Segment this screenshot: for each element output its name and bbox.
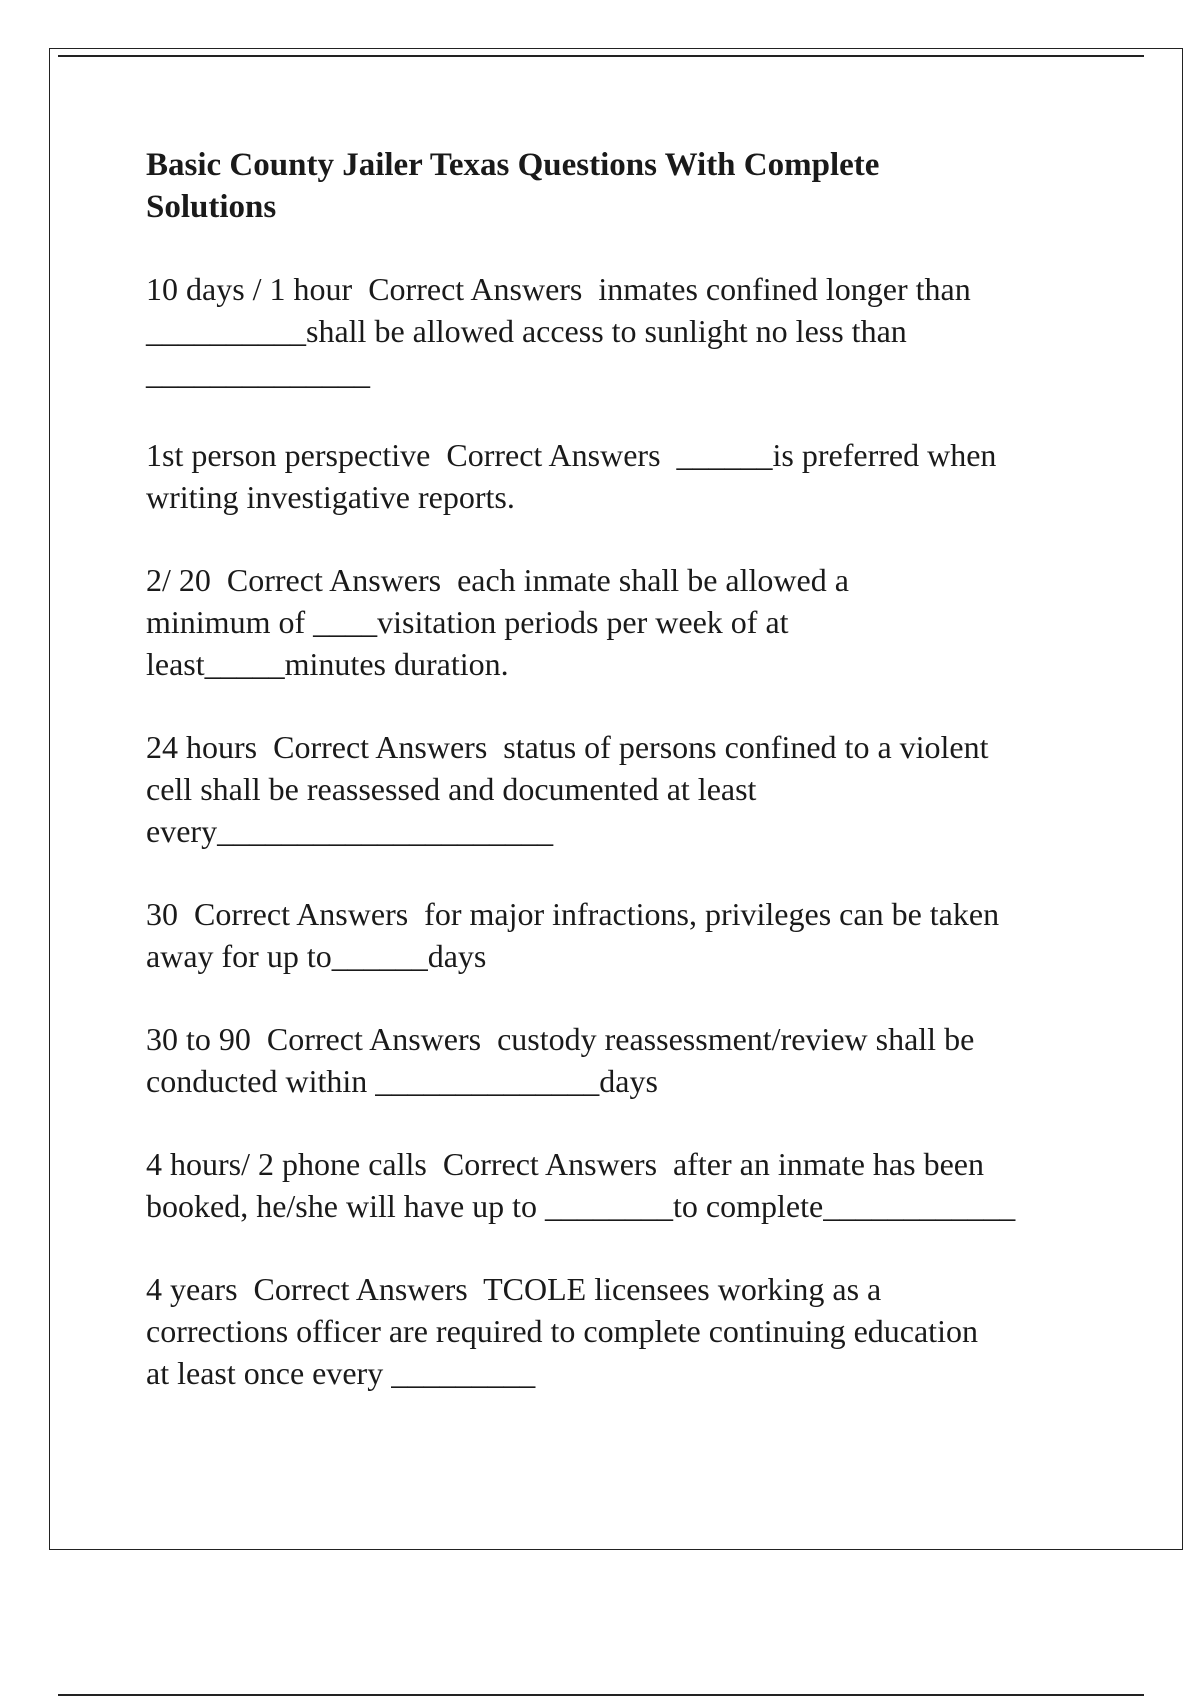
qa-label: Correct Answers xyxy=(253,1271,468,1307)
qa-list xyxy=(146,268,1106,1394)
qa-item xyxy=(146,726,1006,852)
qa-question: each inmate shall be allowed a minimum of ____visitation periods per week of at least_____minutes duration. xyxy=(146,562,849,682)
qa-answer: 30 xyxy=(146,896,178,932)
qa-answer: 10 days / 1 hour xyxy=(146,271,353,307)
qa-question: TCOLE licensees working as a corrections officer are required to complete continuing education at least once every _________ xyxy=(146,1271,978,1391)
qa-item xyxy=(146,1268,1006,1394)
qa-label: Correct Answers xyxy=(226,562,442,598)
document-body xyxy=(146,144,1106,1435)
qa-answer: 1st person perspective xyxy=(146,437,431,473)
qa-item xyxy=(146,559,966,685)
qa-question: ______is preferred when writing investigative reports. xyxy=(146,437,997,515)
qa-question: custody reassessment/review shall be conducted within ______________days xyxy=(146,1021,975,1099)
qa-label: Correct Answers xyxy=(368,271,583,307)
qa-label: Correct Answers xyxy=(194,896,409,932)
qa-item xyxy=(146,268,1096,394)
qa-item xyxy=(146,434,1046,518)
qa-item xyxy=(146,893,1046,977)
footer-rule xyxy=(58,1694,1144,1696)
qa-label: Correct Answers xyxy=(442,1146,658,1182)
qa-question: after an inmate has been booked, he/she will have up to ________to complete____________ xyxy=(146,1146,1016,1224)
qa-label: Correct Answers xyxy=(266,1021,482,1057)
qa-question: inmates confined longer than __________shall be allowed access to sunlight no less than ______________ xyxy=(146,271,971,391)
qa-label: Correct Answers xyxy=(273,729,488,765)
qa-answer: 2/ 20 xyxy=(146,562,211,598)
qa-answer: 4 hours/ 2 phone calls xyxy=(146,1146,427,1182)
header-rule xyxy=(58,55,1144,57)
qa-answer: 30 to 90 xyxy=(146,1021,251,1057)
qa-item xyxy=(146,1143,1046,1227)
qa-question: for major infractions, privileges can be taken away for up to______days xyxy=(146,896,1000,974)
qa-answer: 24 hours xyxy=(146,729,258,765)
qa-item xyxy=(146,1018,1106,1102)
qa-answer: 4 years xyxy=(146,1271,238,1307)
qa-label: Correct Answers xyxy=(446,437,661,473)
document-title: Basic County Jailer Texas Questions With Complete Solutions xyxy=(146,147,880,225)
qa-question: status of persons confined to a violent cell shall be reassessed and documented at least every_____________________ xyxy=(146,729,989,849)
